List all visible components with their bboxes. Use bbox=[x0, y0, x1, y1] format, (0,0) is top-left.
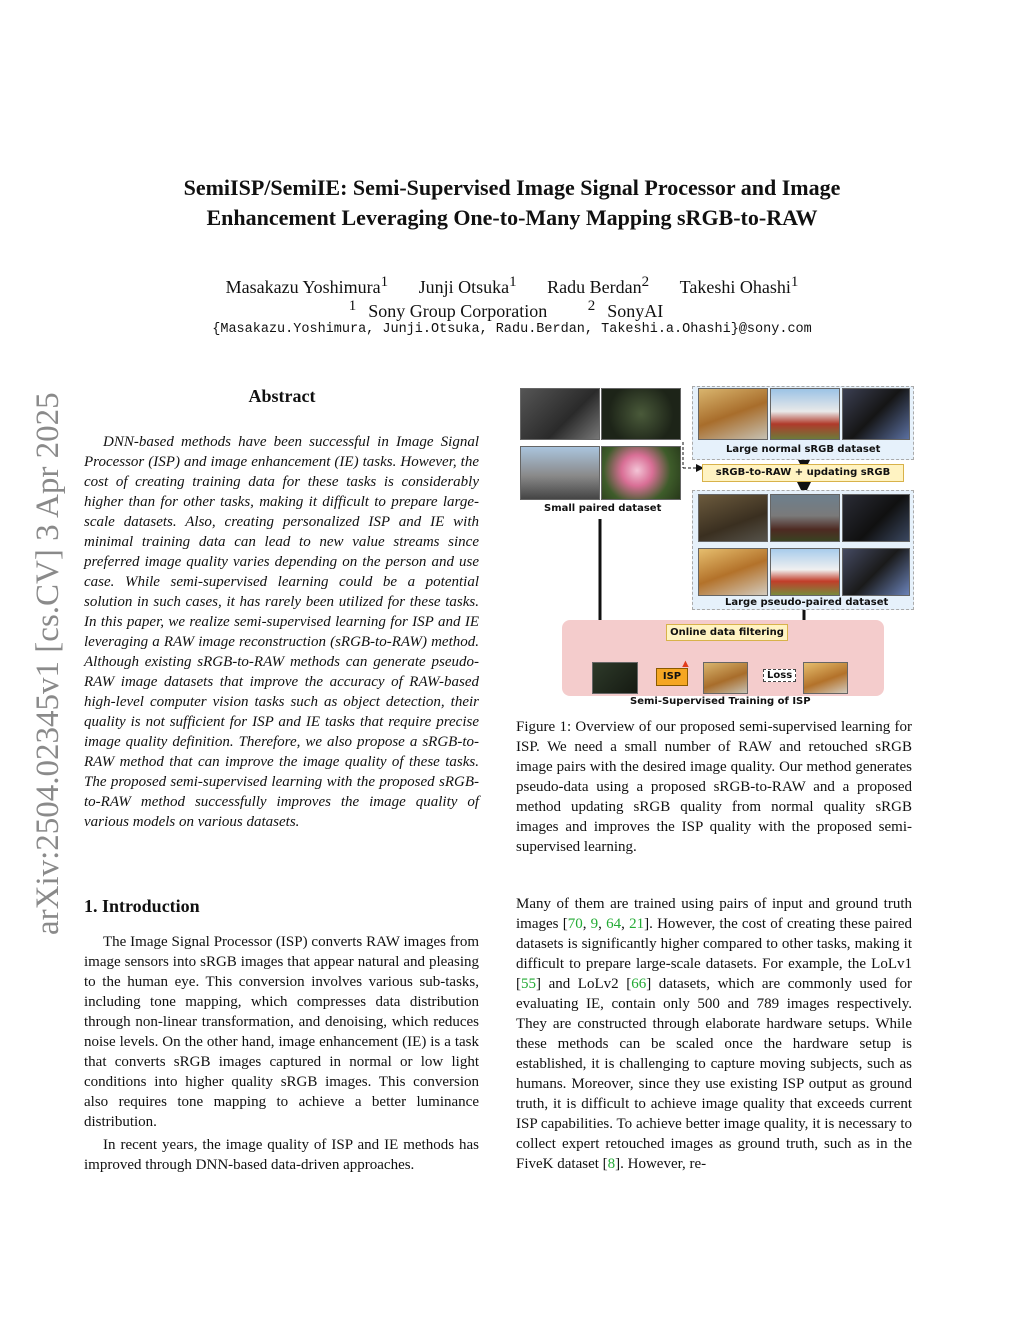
abstract-text: DNN-based methods have been successful in Image Signal Processor (ISP) and image enhancement (IE) tasks. However, the cost of creating training data for these tasks is considerably higher than for other tasks, making it difficult to prepare large-scale datasets. Also, creating personalized ISP and IE with minimal training data can lead to new value streams since preferred image quality varies depending on the person and use case. While semi-supervised learning could be a potential solution in such cases, it has rarely been utilized for these tasks. In this paper, we realize semi-supervised learning for ISP and IE leveraging a RAW image reconstruction (sRGB-to-RAW) method. Although existing sRGB-to-RAW methods can generate pseudo-RAW image datasets that improve the accuracy of RAW-based high-level computer vision tasks such as object detection, their quality is not sufficient for ISP and IE tasks that require precise image quality definition. Therefore, we also propose a sRGB-to-RAW method that can improve the image quality of these tasks. The proposed semi-supervised learning with the proposed sRGB-to-RAW method successfully improves the image quality of various models on various datasets. bbox=[84, 434, 479, 830]
online-filter-box: Online data filtering bbox=[666, 624, 788, 641]
affiliations bbox=[80, 294, 944, 323]
loss-box: Loss bbox=[763, 669, 796, 682]
training-ground-truth bbox=[803, 662, 848, 694]
title-line-2: Enhancement Leveraging One-to-Many Mapping sRGB-to-RAW bbox=[206, 205, 818, 230]
figure-1 bbox=[516, 386, 912, 708]
training-isp-output bbox=[703, 662, 748, 694]
pseudo-srgb-dog bbox=[698, 548, 768, 596]
citation-link[interactable]: 55 bbox=[521, 976, 536, 992]
normal-image-dog bbox=[698, 388, 768, 440]
pseudo-raw-truck bbox=[770, 494, 840, 542]
citation-link[interactable]: 21 bbox=[629, 916, 645, 932]
figure-1-caption: Figure 1: Overview of our proposed semi-supervised learning for ISP. We need a small number of RAW and retouched sRGB image pairs with the desired image quality. Our method generates pseudo-data using a proposed sRGB-to-RAW and a proposed method updating sRGB quality from normal quality sRGB images and improves the ISP quality with the proposed semi-supervised learning. bbox=[516, 719, 912, 855]
arxiv-identifier: arXiv:2504.02345v1 [cs.CV] 3 Apr 2025 bbox=[30, 392, 66, 935]
affiliation: $^1$ Sony Group Corporation bbox=[348, 298, 548, 321]
citation-link[interactable]: 64 bbox=[606, 916, 622, 932]
introduction-left-column bbox=[84, 932, 479, 1178]
srgb-to-raw-box: sRGB-to-RAW + updating sRGB bbox=[702, 464, 904, 482]
author: Junji Otsuka$^1$ bbox=[418, 274, 517, 297]
citation-link[interactable]: 70 bbox=[567, 916, 583, 932]
author-emails: {Masakazu.Yoshimura, Junji.Otsuka, Radu.Berdan, Takeshi.a.Ohashi}@sony.com bbox=[212, 322, 812, 337]
small-raw-image-car bbox=[520, 388, 600, 440]
pseudo-raw-tv bbox=[842, 494, 910, 542]
label-large-pseudo: Large pseudo-paired dataset bbox=[725, 597, 889, 608]
paper-title bbox=[80, 173, 944, 233]
citation-link[interactable]: 66 bbox=[631, 976, 647, 992]
author: Takeshi Ohashi$^1$ bbox=[679, 274, 799, 297]
pseudo-srgb-truck bbox=[770, 548, 840, 596]
abstract-heading: Abstract bbox=[248, 386, 316, 406]
small-raw-image-rose bbox=[601, 388, 681, 440]
intro-paragraph-1: The Image Signal Processor (ISP) converts RAW images from image sensors into sRGB images that appear natural and pleasing to the human eye. This conversion involves various sub-tasks, including tone mapping, which compresses data distribution through non-linear transformation, and denoising, which reduces noise levels. On the other hand, image enhancement (IE) is a task that converts sRGB images captured in normal or low light conditions into higher quality sRGB images. This conversion also requires tone mapping to achieve a better luminance distribution. bbox=[84, 934, 479, 1130]
pseudo-raw-dog bbox=[698, 494, 768, 542]
fire-icon: ▲ bbox=[680, 658, 691, 670]
normal-image-tv bbox=[842, 388, 910, 440]
label-small-paired: Small paired dataset bbox=[544, 503, 662, 514]
title-line-1: SemiISP/SemiIE: Semi-Supervised Image Signal Processor and Image bbox=[183, 175, 841, 200]
citation-link[interactable]: 9 bbox=[590, 916, 599, 932]
small-srgb-image-car bbox=[520, 446, 600, 500]
small-srgb-image-rose bbox=[601, 446, 681, 500]
label-semi-training: Semi-Supervised Training of ISP bbox=[630, 696, 811, 707]
affiliation: $^2$ SonyAI bbox=[587, 298, 664, 321]
introduction-right-column: Many of them are trained using pairs of input and ground truth images [70, 9, 64, 21]. However, the cost of creating these paired datasets is significantly higher compared to other tasks, making it difficult to prepare large-scale datasets. For example, the LoLv1 [55] and LoLv2 [66] datasets, which are commonly used for evaluating IE, contain only 500 and 789 images respectively. They are constructed through elaborate hardware setups. While these methods can be scaled once the hardware setup is established, it is challenging to capture moving subjects, such as humans. Moreover, since they use existing ISP output as ground truth, it is difficult to achieve image quality that exceeds current ISP capabilities. To achieve better image quality, it is necessary to collect expert retouched images as ground truth, such as in the FiveK dataset [8]. However, re- bbox=[516, 896, 913, 1172]
isp-block: ISP bbox=[656, 668, 688, 686]
normal-image-truck bbox=[770, 388, 840, 440]
author: Masakazu Yoshimura$^1$ bbox=[225, 274, 389, 297]
pseudo-srgb-tv bbox=[842, 548, 910, 596]
intro-paragraph-2: In recent years, the image quality of ISP and IE methods has improved through DNN-based data-driven approaches. bbox=[84, 1137, 479, 1173]
label-large-normal: Large normal sRGB dataset bbox=[726, 444, 881, 455]
section-heading-introduction: 1. Introduction bbox=[84, 896, 200, 916]
author: Radu Berdan$^2$ bbox=[547, 274, 650, 297]
citation-link[interactable]: 8 bbox=[607, 1156, 616, 1172]
training-raw-input bbox=[592, 662, 638, 694]
